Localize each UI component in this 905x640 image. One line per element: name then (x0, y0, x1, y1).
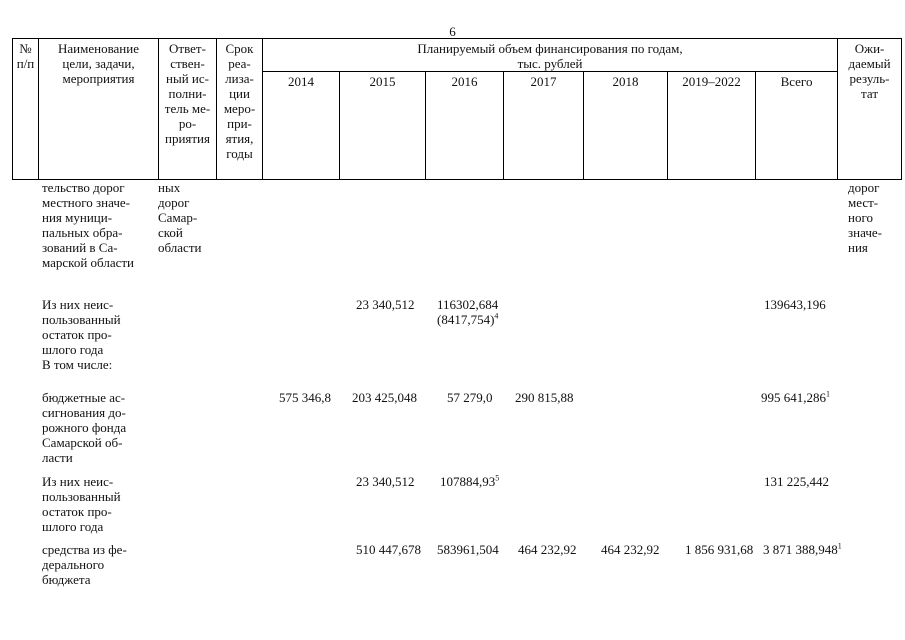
row3-value-2015: 203 425,048 (352, 390, 417, 405)
row5-value-2015: 510 447,678 (356, 542, 421, 557)
header-year-2017: 2017 (504, 72, 584, 180)
row3-value-total: 995 641,286$^1$ (761, 389, 830, 405)
header-result: Ожи- даемый резуль- тат (838, 39, 902, 180)
row3-value-2017: 290 815,88 (515, 390, 574, 405)
header-name: Наименование цели, задачи, мероприятия (39, 39, 159, 180)
row5-value-2019-2022: 1 856 931,68 (685, 542, 754, 557)
row4-value-total: 131 225,442 (764, 474, 829, 489)
row2-value-2016-extra: (8417,754)$^4$ (437, 311, 499, 327)
header-executor: Ответ- ствен- ный ис- полни- тель ме- ро- приятия (159, 39, 217, 180)
row4-value-2015: 23 340,512 (356, 474, 415, 489)
row5-name: средства из фе- дерального бюджета (42, 542, 127, 587)
row3-value-2016: 57 279,0 (447, 390, 493, 405)
row5-value-2017: 464 232,92 (518, 542, 577, 557)
row5-value-2018: 464 232,92 (601, 542, 660, 557)
row3-name: бюджетные ас- сигнования до- рожного фонда Самарской об- ласти (42, 390, 127, 465)
row5-value-2016: 583961,504 (437, 542, 499, 557)
row1-result: дорог мест- ного значе- ния (848, 180, 882, 255)
row4-name: Из них неис- пользованный остаток про- шлого года (42, 474, 121, 534)
header-year-2015: 2015 (340, 72, 426, 180)
funding-table-header (12, 38, 902, 180)
header-year-total: Всего (756, 72, 838, 180)
page-number: 6 (449, 24, 456, 39)
header-term: Срок реа- лиза- ции меро- при- ятия, годы (217, 39, 263, 180)
row1-name: тельство дорог местного значе- ния муници- пальных обра- зований в Са- марской области (42, 180, 134, 270)
header-funding-title: Планируемый объем финансирования по годам, тыс. рублей (263, 39, 838, 72)
row2-name: Из них неис- пользованный остаток про- шлого года В том числе: (42, 297, 121, 372)
row3-value-2014: 575 346,8 (279, 390, 331, 405)
header-year-2018: 2018 (584, 72, 668, 180)
row5-value-total: 3 871 388,948$^1$ (763, 541, 842, 557)
header-year-2019-2022: 2019–2022 (668, 72, 756, 180)
row2-value-2016: 116302,684 (437, 297, 499, 312)
row4-value-2016: 107884,93$^5$ (440, 473, 500, 489)
row2-value-2015: 23 340,512 (356, 297, 415, 312)
header-year-2014: 2014 (263, 72, 340, 180)
row2-value-total: 139643,196 (764, 297, 826, 312)
header-no: № п/п (13, 39, 39, 180)
header-year-2016: 2016 (426, 72, 504, 180)
row1-executor: ных дорог Самар- ской области (158, 180, 202, 255)
